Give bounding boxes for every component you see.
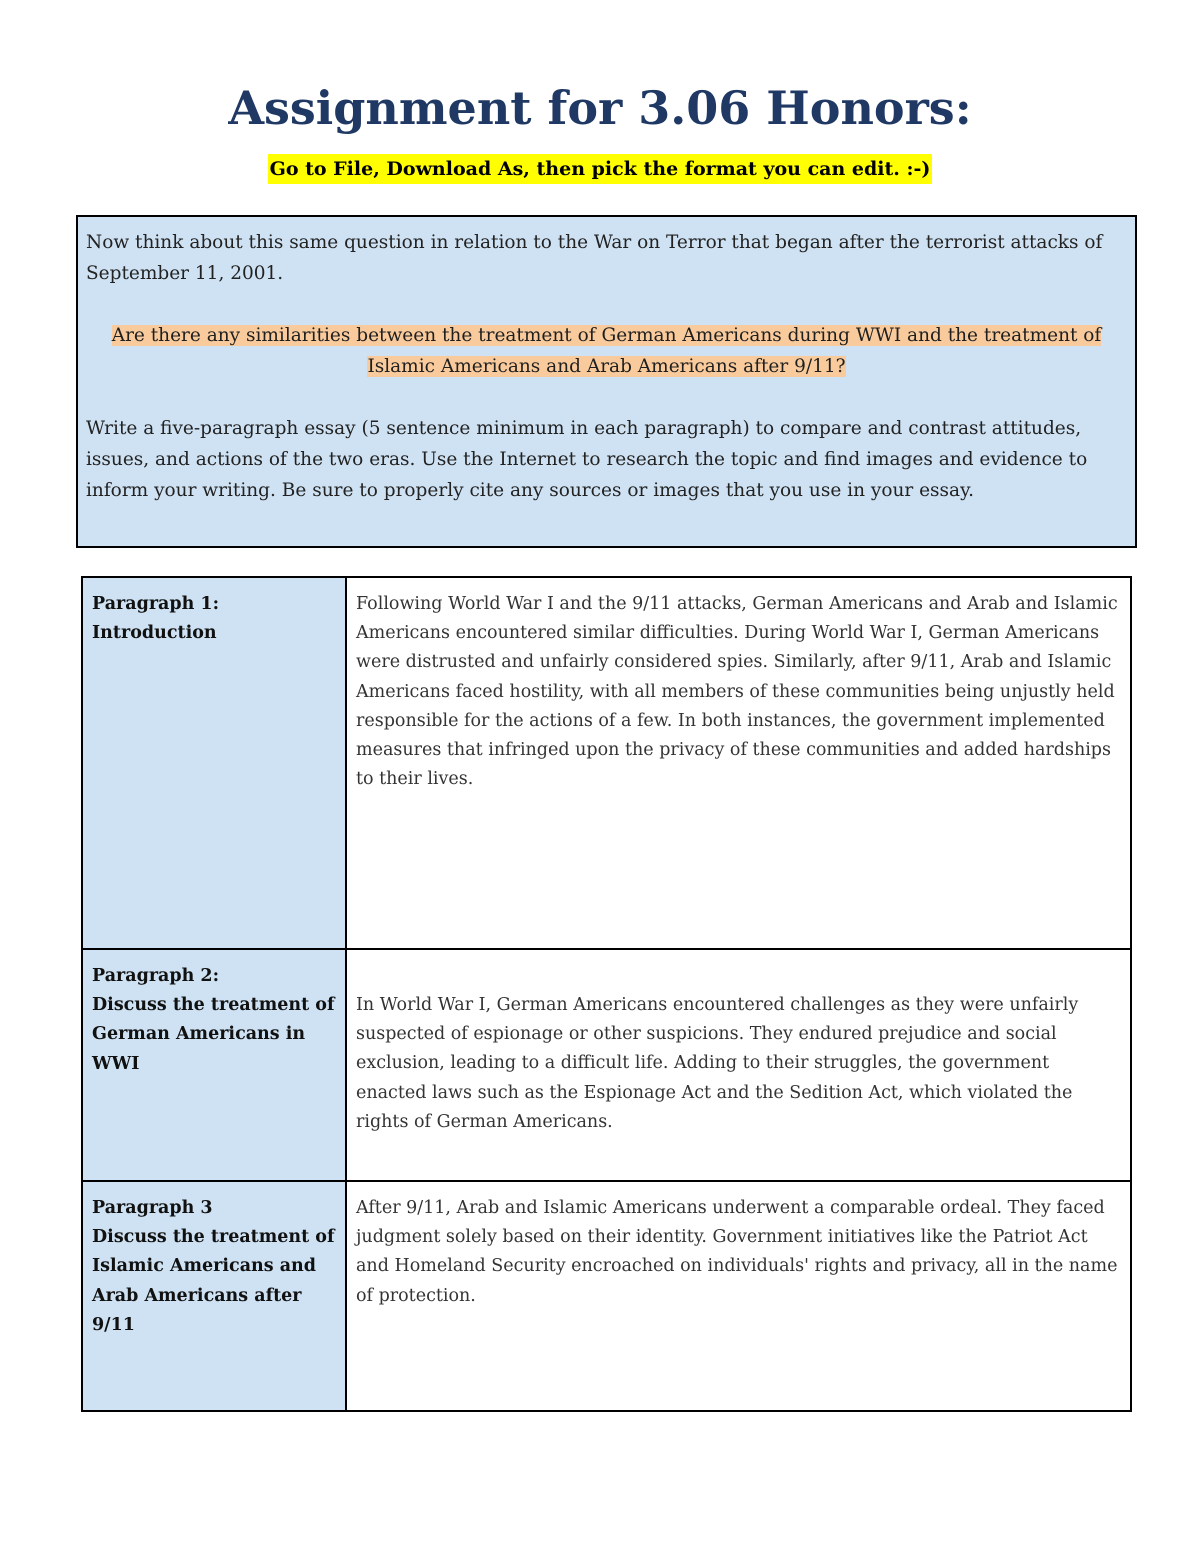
paragraph-2-text-cell[interactable] [346,949,1131,1181]
paragraph-1-text: Following World War I and the 9/11 attacks, German Americans and Arab and Islamic Americans encountered similar difficulties. During World War I, German Americans were distrusted and unfairly considered spies. Similarly, after 9/11, Arab and Islamic Americans faced hostility, with all members of these communities being unjustly held responsible for the actions of a few. In both instances, the government implemented measures that infringed upon the privacy of these communities and added hardships to their lives. [356,594,1118,790]
prompt-question: Are there any similarities between the treatment of German Americans during WWI and the treatment of Islamic Americans and Arab Americans after 9/11? [111,325,1102,377]
table-row [82,949,1131,1181]
table-row [82,577,1131,949]
paragraph-1-label: Paragraph 1: [92,594,220,614]
prompt-spacer [86,289,1127,320]
paragraph-2-topic: Discuss the treatment of German Americans in WWI [92,995,335,1074]
paragraph-1-label-cell [82,577,346,949]
prompt-question-line [86,320,1127,382]
prompt-intro: Now think about this same question in relation to the War on Terror that began after the terrorist attacks of September 11, 2001. [86,232,1103,284]
paragraph-3-label-cell [82,1181,346,1411]
paragraph-3-text: After 9/11, Arab and Islamic Americans underwent a comparable ordeal. They faced judgment solely based on their identity. Government initiatives like the Patriot Act and Homeland Security encroached on individuals' rights and privacy, all in the name of protection. [356,1198,1118,1306]
table-row [82,1181,1131,1411]
prompt-task: Write a five-paragraph essay (5 sentence minimum in each paragraph) to compare and contrast attitudes, issues, and actions of the two eras. Use the Internet to research the topic and find images and evidence to inform your writing. Be sure to properly cite any sources or images that you use in your essay. [86,418,1088,501]
instruction-line [0,154,1200,184]
paragraph-3-topic: Discuss the treatment of Islamic Americans and Arab Americans after 9/11 [92,1227,335,1335]
page-title: Assignment for 3.06 Honors: [228,81,972,135]
assignment-prompt-box [76,215,1137,548]
download-instruction: Go to File, Download As, then pick the format you can edit. :-) [268,154,933,184]
paragraph-2-label: Paragraph 2: [92,966,220,986]
prompt-spacer [86,382,1127,413]
paragraph-2-text: In World War I, German Americans encountered challenges as they were unfairly suspected of espionage or other suspicions. They endured prejudice and social exclusion, leading to a difficult life. Adding to their struggles, the government enacted laws such as the Espionage Act and the Sedition Act, which violated the rights of German Americans. [356,995,1079,1132]
essay-outline-table [81,576,1132,1412]
paragraph-1-text-cell[interactable] [346,577,1131,949]
paragraph-3-label: Paragraph 3 [92,1198,213,1218]
paragraph-2-label-cell [82,949,346,1181]
paragraph-3-text-cell[interactable] [346,1181,1131,1411]
paragraph-1-topic: Introduction [92,623,217,644]
